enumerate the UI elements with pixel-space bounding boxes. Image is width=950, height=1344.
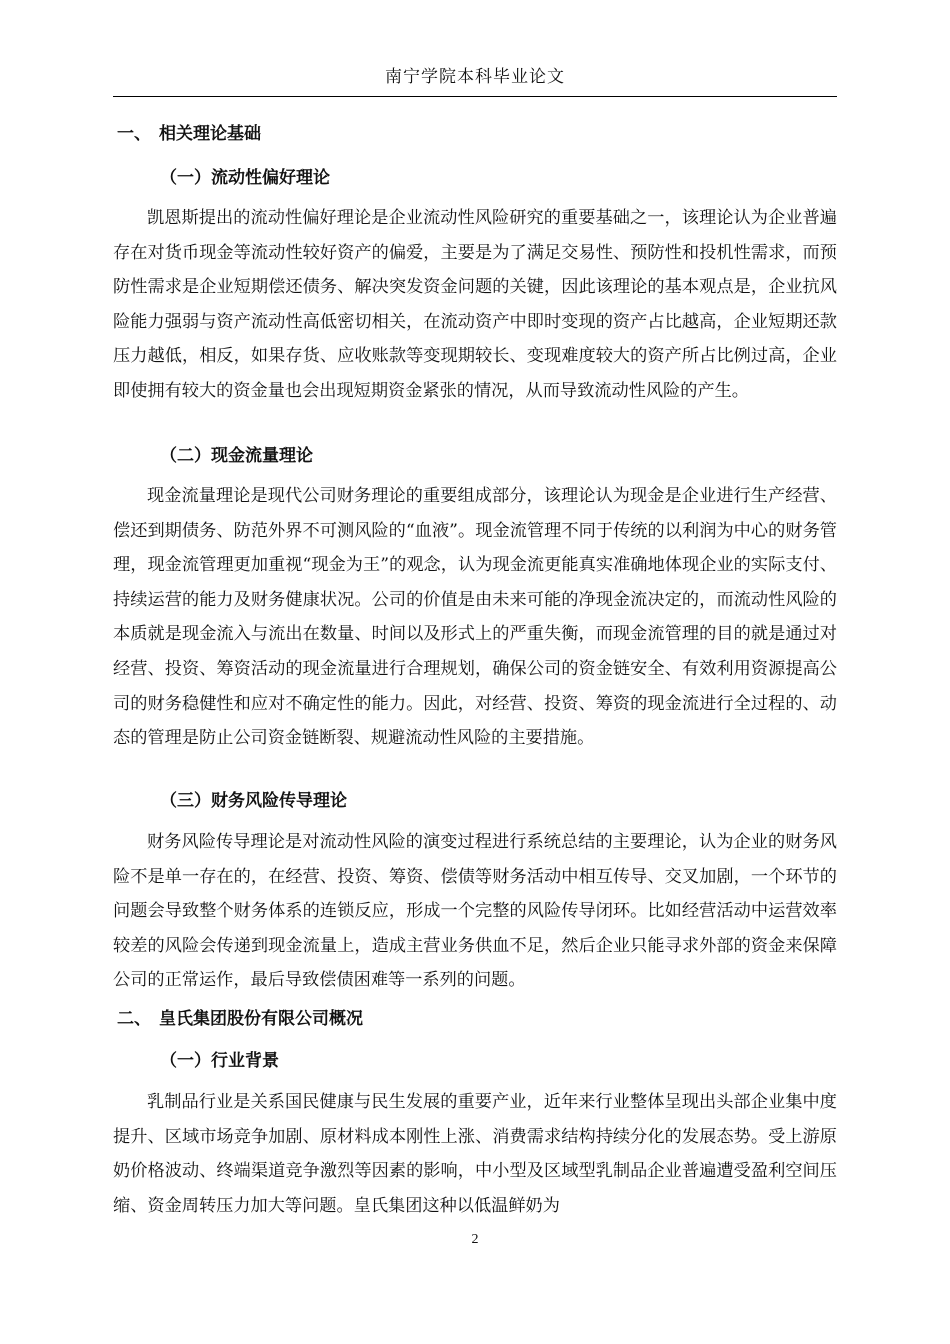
subsection-heading: （二）现金流量理论 [160,446,313,466]
body-paragraph: 财务风险传导理论是对流动性风险的演变过程进行系统总结的主要理论，认为企业的财务风险不是单一存在的，在经营、投资、筹资、偿债等财务活动中相互传导、交叉加剧，一个环节的问题会导致整个财务体系的连锁反应，形成一个完整的风险传导闭环。比如经营活动中运营效率较差的风险会传递到现金流量上，造成主营业务供血不足，然后企业只能寻求外部的资金来保障公司的正常运作，最后导致偿债困难等一系列的问题。 [113,832,837,991]
page-number: 2 [471,1232,479,1247]
header-divider [113,96,837,97]
section-title: 皇氏集团股份有限公司概况 [159,1009,363,1029]
section-title: 相关理论基础 [159,124,261,144]
body-paragraph: 凯恩斯提出的流动性偏好理论是企业流动性风险研究的重要基础之一，该理论认为企业普遍存在对货币现金等流动性较好资产的偏爱，主要是为了满足交易性、预防性和投机性需求，而预防性需求是企业短期偿还债务、解决突发资金问题的关键，因此该理论的基本观点是，企业抗风险能力强弱与资产流动性高低密切相关，在流动资产中即时变现的资产占比越高，企业短期还款压力越低，相反，如果存货、应收账款等变现期较长、变现难度较大的资产所占比例过高，企业即使拥有较大的资金量也会出现短期资金紧张的情况，从而导致流动性风险的产生。 [113,208,837,401]
body-paragraph: 现金流量理论是现代公司财务理论的重要组成部分，该理论认为现金是企业进行生产经营、偿还到期债务、防范外界不可测风险的“血液”。现金流管理不同于传统的以利润为中心的财务管理，现金流管理更加重视“现金为王”的观念，认为现金流更能真实准确地体现企业的实际支付、持续运营的能力及财务健康状况。公司的价值是由未来可能的净现金流决定的，而流动性风险的本质就是现金流入与流出在数量、时间以及形式上的严重失衡，而现金流管理的目的就是通过对经营、投资、筹资活动的现金流量进行合理规划，确保公司的资金链安全、有效利用资源提高公司的财务稳健性和应对不确定性的能力。因此，对经营、投资、筹资的现金流进行全过程的、动态的管理是防止公司资金链断裂、规避流动性风险的主要措施。 [113,486,837,749]
subsection-heading: （一）行业背景 [160,1051,279,1071]
subsection-heading: （三）财务风险传导理论 [160,791,347,811]
section-number: 二、 [117,1009,151,1029]
section-heading-1 [117,123,261,145]
subsection-heading: （一）流动性偏好理论 [160,168,330,188]
body-paragraph: 乳制品行业是关系国民健康与民生发展的重要产业，近年来行业整体呈现出头部企业集中度提升、区域市场竞争加剧、原材料成本刚性上涨、消费需求结构持续分化的发展态势。受上游原奶价格波动、终端渠道竞争激烈等因素的影响，中小型及区域型乳制品企业普遍遭受盈利空间压缩、资金周转压力加大等问题。皇氏集团这种以低温鲜奶为 [113,1092,837,1216]
running-header: 南宁学院本科毕业论文 [385,67,565,87]
section-heading-2 [117,1008,363,1030]
section-number: 一、 [117,124,151,144]
